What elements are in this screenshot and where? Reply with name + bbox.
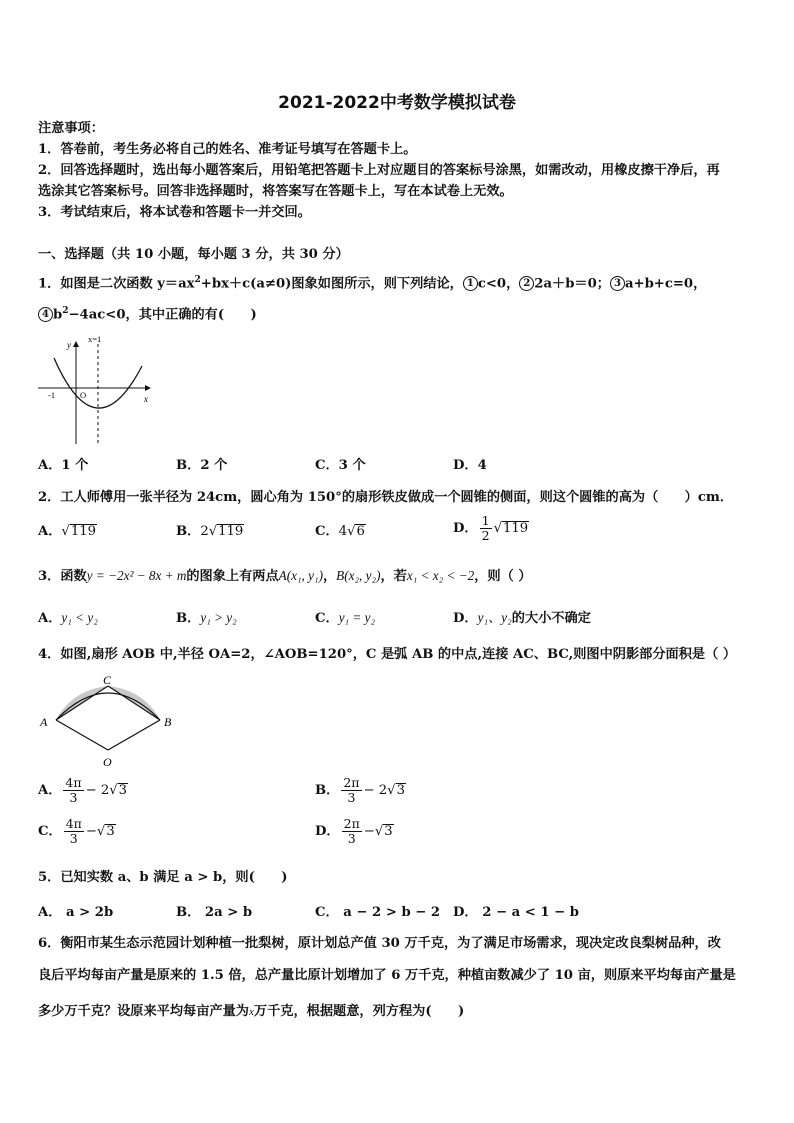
section-heading: 一、选择题（共 10 小题，每小题 3 分，共 30 分）: [38, 247, 349, 262]
notice-heading: 注意事项：: [38, 121, 104, 136]
q6-variable: x: [249, 1006, 254, 1018]
page-title: 2021-2022中考数学模拟试卷: [278, 93, 516, 113]
q4-option-a: A． $\frac{4\pi}{3}$ − 2√3: [38, 775, 128, 805]
q3-a-label: A．: [38, 611, 62, 626]
q2-option-b: B．2√119: [176, 524, 244, 539]
q5-option-b: B． 2a > b: [176, 905, 253, 920]
axis-of-symmetry-label: x=1: [88, 334, 102, 344]
q3-cond-pre: ，若: [380, 569, 407, 584]
q2-b-label: B．: [176, 524, 201, 539]
q4-a-label: A．: [38, 783, 62, 798]
q3-option-c: [315, 610, 375, 627]
q2-b-radicand: 119: [218, 524, 244, 539]
point-a-label: A: [40, 715, 48, 729]
q4-stem: 4．如图,扇形 AOB 中,半径 OA=2，∠AOB=120°，C 是弧 AB 的中点,连接 AC、BC,则图中阴影部分面积是（ ）: [38, 647, 737, 662]
q3-condition: x₁ < x₂ < −2: [406, 568, 475, 583]
q3-stem: [38, 568, 532, 585]
q4-d-tail: −: [363, 824, 375, 839]
q1-stmt-1: c<0，: [477, 276, 520, 292]
q1-stem: [38, 272, 706, 292]
q3-a-expr: y₁ < y₂: [61, 610, 98, 625]
q3-d-label: D．: [453, 611, 478, 626]
q6-stem-line-3: [38, 1004, 464, 1020]
q4-b-tail: − 2: [363, 783, 388, 798]
q3-d-expr: y₁、y₂: [477, 610, 512, 625]
q1-option-b: B．2 个: [176, 458, 228, 473]
q4-a-tail: − 2: [85, 783, 110, 798]
notice-item-2: 2．回答选择题时，选出每小题答案后，用铅笔把答题卡上对应题目的答案标号涂黑，如需改动，用橡皮擦干净后，再: [38, 163, 720, 178]
q6-stem-line-2: 良后平均每亩产量是原来的 1.5 倍，总产量比原计划增加了 6 万千克，种植亩数减少了 10 亩，则原来平均每亩产量是: [38, 968, 736, 983]
line-bo: [108, 720, 160, 750]
q4-a-num: 4π: [65, 775, 82, 790]
q3-option-a: [38, 610, 98, 627]
q1-text-a: 1．如图是二次函数 y＝ax: [38, 276, 195, 292]
q3-option-b: [176, 610, 237, 627]
q4-option-d: D． $\frac{2\pi}{3}$ −√3: [315, 816, 393, 846]
q6-l3-a: 多少万千克？设原来平均每亩产量为: [38, 1004, 249, 1019]
x-axis-label: x: [144, 394, 148, 404]
notice-item-3: 3．考试结束后，将本试卷和答题卡一并交回。: [38, 205, 311, 220]
q4-d-den: 3: [347, 831, 356, 846]
q4-b-num: 2π: [343, 775, 360, 790]
q3-function: y = −2x² − 8x + m: [86, 568, 187, 583]
arc-ab: [56, 693, 160, 720]
neg-one-label: -1: [48, 390, 56, 400]
q1-stmt-2: 2a＋b＝0；: [534, 276, 610, 292]
q1-stmt-4a: b: [53, 307, 63, 323]
q2-stem: 2．工人师傅用一张半径为 24cm，圆心角为 150°的扇形铁皮做成一个圆锥的侧面，则这个圆锥的高为（ ）cm．: [38, 490, 734, 505]
q1-sup: 2: [194, 275, 201, 285]
circled-1: 1: [463, 276, 478, 291]
point-c-label: C: [103, 673, 112, 687]
q1-option-d: D．4: [453, 458, 487, 473]
line-ac: [56, 686, 108, 720]
q1-text-b: +bx＋c(a≠0)图象如图所示，则下列结论，: [200, 276, 463, 292]
q3-sep: ，: [322, 569, 337, 584]
circled-4: 4: [38, 307, 53, 322]
q4-b-rad: 3: [396, 783, 405, 798]
notice-item-2-cont: 选涂其它答案标号。回答非选择题时，将答案写在答题卡上，写在本试卷上无效。: [38, 184, 513, 199]
q3-b-expr: y₁ > y₂: [200, 610, 237, 625]
q2-c-radicand: 6: [356, 524, 365, 539]
notice-item-1: 1．答卷前，考生务必将自己的姓名、准考证号填写在答题卡上。: [38, 142, 417, 157]
origin-label: O: [80, 390, 87, 400]
q2-d-num: 1: [481, 513, 490, 528]
q1-stmt-3: a+b+c=0，: [624, 276, 707, 292]
q4-a-den: 3: [69, 790, 78, 805]
q3-c-expr: y₁ = y₂: [338, 610, 376, 625]
line-cb: [108, 686, 160, 720]
q4-d-num: 2π: [343, 816, 360, 831]
q2-d-radicand: 119: [502, 521, 529, 536]
q2-option-a: A．√119: [38, 524, 96, 539]
q3-pre: 3．函数: [38, 569, 87, 584]
q4-option-b: B． $\frac{2\pi}{3}$ − 2√3: [315, 775, 405, 805]
q3-point-a: A(x₁, y₁): [278, 568, 323, 583]
q4-c-rad: 3: [106, 824, 115, 839]
y-axis-label: y: [67, 340, 71, 350]
q5-option-d: D． 2 − a < 1 − b: [453, 905, 580, 920]
point-b-label: B: [164, 715, 172, 729]
q4-a-rad: 3: [118, 783, 128, 798]
q3-end: ，则（ ）: [474, 569, 532, 584]
q1-option-c: C．3 个: [315, 458, 366, 473]
q2-option-d: D． $\frac{1}{2}$ √119: [453, 513, 529, 543]
q2-a-label: A．: [38, 524, 62, 539]
q3-mid: 的图象上有两点: [186, 569, 279, 584]
q4-d-rad: 3: [384, 824, 393, 839]
q4-option-c: C． $\frac{4\pi}{3}$ −√3: [38, 816, 115, 846]
q5-stem: 5．已知实数 a、b 满足 a > b，则( ): [38, 870, 288, 885]
q6-stem-line-1: 6．衡阳市某生态示范园计划种植一批梨树，原计划总产值 30 万千克，为了满足市场需求，现决定改良梨树品种，改: [38, 936, 721, 951]
q4-c-num: 4π: [65, 816, 82, 831]
q3-c-label: C．: [315, 611, 339, 626]
q5-option-c: C． a − 2 > b − 2: [315, 905, 441, 920]
q4-c-label: C．: [38, 824, 62, 839]
q2-a-radicand: 119: [70, 524, 96, 539]
q3-b-label: B．: [176, 611, 201, 626]
q2-d-den: 2: [481, 528, 490, 543]
point-o-label: O: [103, 755, 112, 769]
q1-stmt-4-sup: 2: [62, 306, 69, 316]
q2-d-label: D．: [453, 521, 478, 536]
q3-point-b: B(x₂, y₂): [336, 568, 381, 583]
q3-option-d: [453, 610, 591, 627]
q2-c-coef: 4: [338, 524, 348, 539]
q1-option-a: A．1 个: [38, 458, 89, 473]
q6-l3-b: 万千克，根据题意，列方程为( ): [253, 1004, 465, 1019]
q4-sector-figure: [36, 672, 180, 772]
q4-b-label: B．: [315, 783, 340, 798]
q2-b-coef: 2: [200, 524, 209, 539]
q4-d-label: D．: [315, 824, 340, 839]
q2-c-label: C．: [315, 524, 339, 539]
q1-stem-cont: [38, 303, 257, 323]
circled-2: 2: [519, 276, 534, 291]
q2-option-c: C．4√6: [315, 524, 365, 539]
q1-stmt-4b: −4ac<0，其中正确的有( ): [68, 307, 257, 323]
q4-c-tail: −: [85, 824, 97, 839]
q1-parabola-graph: [34, 332, 158, 450]
circled-3: 3: [610, 276, 625, 291]
q3-d-tail: 的大小不确定: [511, 611, 591, 626]
q4-b-den: 3: [347, 790, 356, 805]
q5-option-a: A． a > 2b: [38, 905, 114, 920]
line-ao: [56, 720, 108, 750]
q4-c-den: 3: [69, 831, 78, 846]
